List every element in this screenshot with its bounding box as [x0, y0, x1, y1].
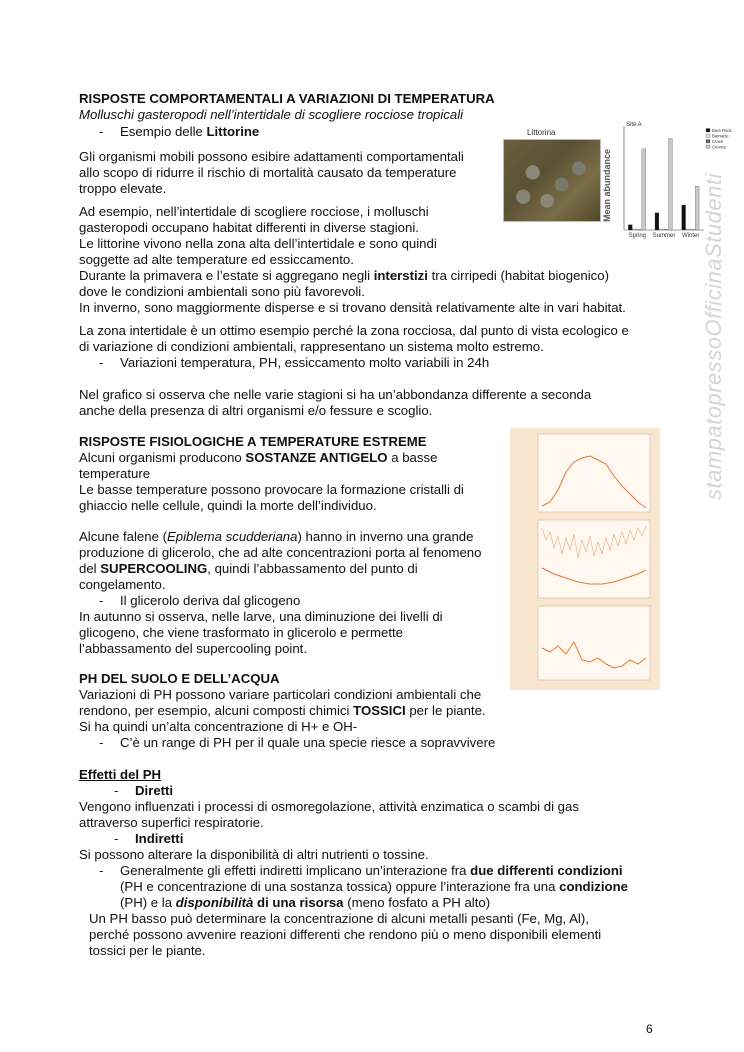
paragraph-line: perché possono avvenire reazioni differenti che rendono più o meno disponibili elementi: [89, 927, 602, 942]
paragraph-line: produzione di glicerolo, che ad alte concentrazioni porta al fenomeno: [79, 545, 482, 560]
paragraph-line: attraverso superfici respiratorie.: [79, 815, 264, 830]
paragraph-line: troppo elevate.: [79, 181, 167, 196]
paragraph-line: Le littorine vivono nella zona alta dell’intertidale e sono quindi: [79, 236, 437, 251]
bar: [682, 205, 686, 230]
bar: [686, 229, 690, 230]
glycerol-figure-graphic: [510, 428, 660, 690]
bullet-dash: -: [99, 735, 104, 750]
bullet-dash: -: [114, 831, 119, 846]
bar: [655, 213, 659, 230]
subheading: Diretti: [135, 783, 174, 798]
legend-swatch: [706, 145, 710, 149]
paragraph-line: soggette ad alte temperature ed essiccamento.: [79, 252, 354, 267]
paragraph-line: anche della presenza di altri organismi e/o fessure e scoglio.: [79, 403, 433, 418]
paragraph-line: di variazione di condizioni ambientali, rappresentano un sistema molto estremo.: [79, 339, 544, 354]
photo-caption: Littorina: [527, 128, 556, 137]
paragraph-line: Gli organismi mobili possono esibire adattamenti comportamentali: [79, 149, 464, 164]
paragraph-line: Le basse temperature possono provocare la formazione cristalli di: [79, 482, 464, 497]
x-tick-label: Winter: [681, 233, 700, 239]
legend-label: Bare Rock: [712, 128, 732, 133]
paragraph-line: temperature: [79, 466, 151, 481]
paragraph-line: Ad esempio, nell’intertidale di scogliere rocciose, i molluschi: [79, 204, 429, 219]
legend-swatch: [706, 140, 710, 144]
paragraph-line: rendono, per esempio, alcuni composti chimici TOSSICI per le piante.: [79, 703, 486, 718]
bullet-text: Il glicerolo deriva dal glicogeno: [120, 593, 301, 608]
bullet-dash: -: [99, 593, 104, 608]
section-title: Effetti del PH: [79, 767, 162, 782]
bullet-dash: -: [99, 355, 104, 370]
bullet-dash: -: [99, 863, 104, 878]
paragraph-line: Vengono influenzati i processi di osmoregolazione, attività enzimatica o scambi di gas: [79, 799, 579, 814]
section-title: RISPOSTE COMPORTAMENTALI A VARIAZIONI DI TEMPERATURA: [79, 91, 495, 106]
x-tick-label: Spring: [628, 233, 647, 239]
paragraph-line: Nel grafico si osserva che nelle varie stagioni si ha un’abbondanza differente a seconda: [79, 387, 592, 402]
paragraph-line: La zona intertidale è un ottimo esempio perché la zona rocciosa, dal punto di vista ecologico e: [79, 323, 629, 338]
x-tick-label: Summer: [652, 233, 676, 239]
y-axis-label: Mean abundance: [602, 148, 612, 222]
watermark: stampatopressoOfficinaStudenti: [701, 173, 726, 500]
paragraph-line: dove le condizioni ambientali sono più favorevoli.: [79, 284, 365, 299]
legend-label: Crevice: [712, 144, 727, 150]
bar: [633, 229, 637, 230]
paragraph-line: glicogeno, che viene trasformato in glicerolo e permette: [79, 625, 404, 640]
paragraph-line: Un PH basso può determinare la concentrazione di alcuni metalli pesanti (Fe, Mg, Al),: [89, 911, 589, 926]
bar: [695, 186, 699, 230]
bullet-text: (PH e concentrazione di una sostanza tossica) oppure l’interazione fra una condizione: [120, 879, 628, 894]
paragraph-line: congelamento.: [79, 577, 166, 592]
bar: [628, 225, 632, 230]
paragraph-line: Variazioni di PH possono variare particolari condizioni ambientali che: [79, 687, 482, 702]
paragraph-line: Alcune falene (Epiblema scudderiana) hanno in inverno una grande: [79, 529, 474, 544]
paragraph-line: allo scopo di ridurre il rischio di mortalità causato da temperature: [79, 165, 457, 180]
paragraph-line: Si possono alterare la disponibilità di altri nutrienti o tossine.: [79, 847, 429, 862]
bullet-dash: -: [114, 783, 119, 798]
bar: [642, 149, 646, 230]
section-title: PH DEL SUOLO E DELL’ACQUA: [79, 671, 280, 686]
paragraph-line: l’abbassamento del supercooling point.: [79, 641, 307, 656]
paragraph-line: In autunno si osserva, nelle larve, una diminuzione dei livelli di: [79, 609, 443, 624]
legend-swatch: [706, 129, 710, 133]
bullet-text: Esempio delle Littorine: [120, 124, 260, 139]
littorina-photo: [503, 139, 601, 222]
paragraph-line: tossici per le piante.: [89, 943, 206, 958]
section-subtitle: Molluschi gasteropodi nell’intertidale di scogliere rocciose tropicali: [79, 107, 464, 122]
bar: [669, 138, 673, 230]
bar: [691, 229, 695, 230]
bar: [637, 229, 641, 230]
bullet-text: Generalmente gli effetti indiretti implicano un’interazione fra due differenti condizioni: [120, 863, 623, 878]
bullet-text: C’è un range di PH per il quale una specie riesce a sopravvivere: [120, 735, 496, 750]
page-number: 6: [646, 1022, 653, 1036]
bullet-dash: -: [99, 124, 104, 139]
paragraph-line: Si ha quindi un’alta concentrazione di H+ e OH-: [79, 719, 358, 734]
paragraph-line: ghiaccio nelle cellule, quindi la morte dell’individuo.: [79, 498, 377, 513]
bullet-text: (PH) e la disponibilità di una risorsa (meno fosfato a PH alto): [120, 895, 491, 910]
paragraph-line: Durante la primavera e l’estate si aggregano negli interstizi tra cirripedi (habitat biogenico): [79, 268, 609, 283]
glycerol-figure: [510, 428, 660, 690]
legend-swatch: [706, 134, 710, 138]
bar: [664, 229, 668, 230]
section-title: RISPOSTE FISIOLOGICHE A TEMPERATURE ESTREME: [79, 434, 427, 449]
paragraph-line: In inverno, sono maggiormente disperse e si trovano densità relativamente alte in vari habitat.: [79, 300, 626, 315]
paragraph-line: Alcuni organismi producono SOSTANZE ANTIGELO a basse: [79, 450, 438, 465]
legend-label: Barnacle: [712, 133, 729, 139]
subheading: Indiretti: [135, 831, 184, 846]
paragraph-line: gasteropodi occupano habitat differenti in diverse stagioni.: [79, 220, 419, 235]
bar: [660, 229, 664, 230]
bullet-text: Variazioni temperatura, PH, essiccamento molto variabili in 24h: [120, 355, 490, 370]
paragraph-line: del SUPERCOOLING, quindi l’abbassamento del punto di: [79, 561, 418, 576]
legend-label: Crack: [712, 139, 723, 144]
chart-title: Site A: [626, 122, 642, 128]
